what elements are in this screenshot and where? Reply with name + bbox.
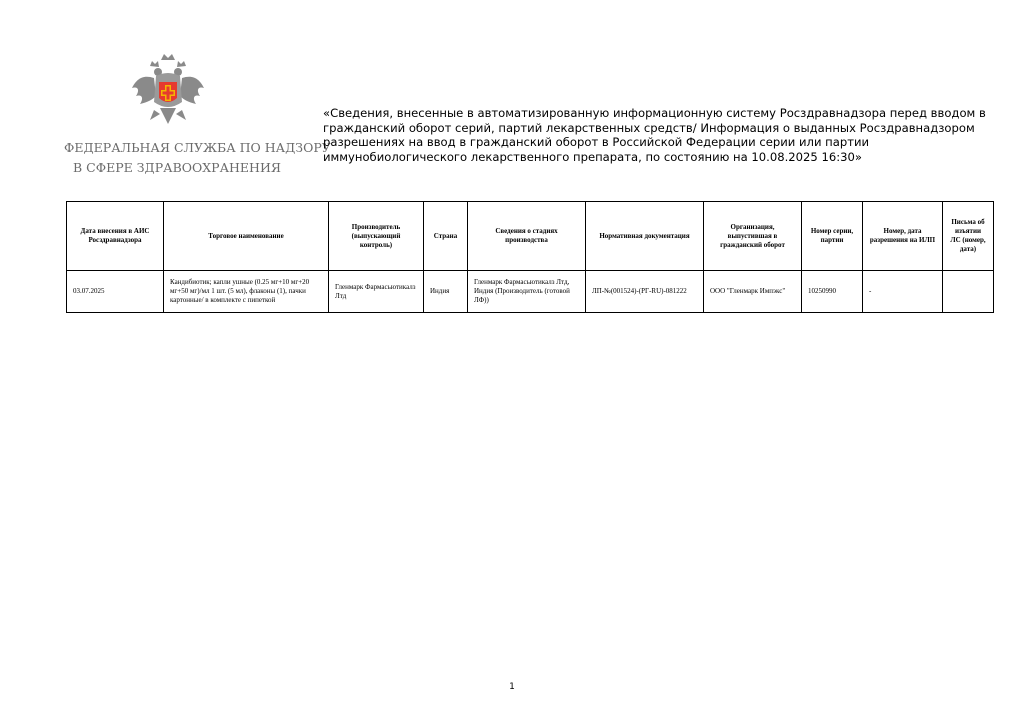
cell-production-stages: Гленмарк Фармасьютикалз Лтд, Индия (Производитель (готовой ЛФ)) [468, 271, 586, 313]
table-row [67, 271, 994, 313]
organization-name [64, 138, 331, 178]
cell-manufacturer: Гленмарк Фармасьютикалз Лтд [329, 271, 424, 313]
column-header-batch: Номер серии, партии [802, 202, 863, 271]
column-header-ilp-permit: Номер, дата разрешения на ИЛП [863, 202, 943, 271]
roszdravnadzor-eagle-emblem-icon [128, 50, 208, 130]
page-number: 1 [509, 682, 515, 692]
cell-batch: 10250990 [802, 271, 863, 313]
table-header-row [67, 202, 994, 271]
cell-ilp-permit: - [863, 271, 943, 313]
cell-normative-doc: ЛП-№(001524)-(РГ-RU)-081222 [586, 271, 704, 313]
column-header-manufacturer: Производитель (выпускающий контроль) [329, 202, 424, 271]
column-header-trade-name: Торговое наименование [164, 202, 329, 271]
organization-name-line-1: ФЕДЕРАЛЬНАЯ СЛУЖБА ПО НАДЗОРУ [64, 140, 331, 155]
document-description: «Сведения, внесенные в автоматизированную информационную систему Росздравнадзора перед вводом в гражданский оборот серий, партий лекарственных средств/ Информация о выданных Росздравнадзором разрешениях на ввод в гражданский оборот в Российской Федерации серии или партии иммунобиологического лекарственного препарата, по состоянию на 10.08.2025 16:30» [323, 106, 986, 164]
cell-organization: ООО "Гленмарк Импэкс" [704, 271, 802, 313]
column-header-withdrawal-letters: Письма об изъятии ЛС (номер, дата) [943, 202, 994, 271]
cell-country: Индия [424, 271, 468, 313]
column-header-production-stages: Сведения о стадиях производства [468, 202, 586, 271]
cell-date: 03.07.2025 [67, 271, 164, 313]
cell-withdrawal-letters [943, 271, 994, 313]
cell-trade-name: Кандибиотик; капли ушные (0.25 мг+10 мг+20 мг+50 мг)/мл 1 шт. (5 мл), флаконы (1), пачки картонные/ в комплекте с пипеткой [164, 271, 329, 313]
column-header-country: Страна [424, 202, 468, 271]
organization-name-line-2: В СФЕРЕ ЗДРАВООХРАНЕНИЯ [73, 160, 281, 175]
batch-register-table [66, 201, 994, 313]
column-header-normative-doc: Нормативная документация [586, 202, 704, 271]
column-header-organization: Организация, выпустившая в гражданский оборот [704, 202, 802, 271]
column-header-date: Дата внесения в АИС Росздравнадзора [67, 202, 164, 271]
